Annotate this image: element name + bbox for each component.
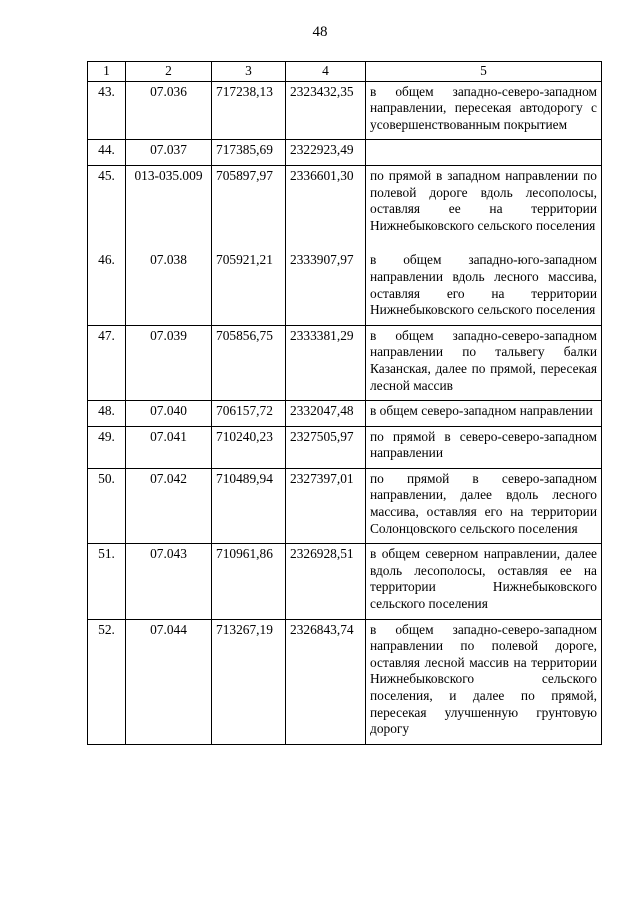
table-row (88, 401, 602, 427)
y-coordinate: 2336601,30 (286, 165, 366, 250)
y-coordinate: 2326843,74 (286, 619, 366, 744)
row-number: 48. (88, 401, 126, 427)
table-header-row (88, 62, 602, 82)
point-id: 013-035.009 (126, 165, 212, 250)
column-header: 1 (88, 62, 126, 82)
column-header: 4 (286, 62, 366, 82)
table-row (88, 426, 602, 468)
row-number: 43. (88, 81, 126, 140)
boundary-description: в общем западно-юго-западном направлении вдоль лесного массива, оставляя его на территории Нижнебыковского сельского поселения (366, 250, 602, 325)
point-id: 07.036 (126, 81, 212, 140)
page-number: 48 (312, 24, 328, 40)
x-coordinate: 706157,72 (212, 401, 286, 427)
point-id: 07.038 (126, 250, 212, 325)
x-coordinate: 705897,97 (212, 165, 286, 250)
row-number: 50. (88, 468, 126, 543)
boundary-description: по прямой в северо-северо-западном направлении (366, 426, 602, 468)
point-id: 07.042 (126, 468, 212, 543)
boundary-description: в общем северо-западном направлении (366, 401, 602, 427)
row-number: 47. (88, 325, 126, 400)
point-id: 07.037 (126, 140, 212, 166)
x-coordinate: 710240,23 (212, 426, 286, 468)
x-coordinate: 717385,69 (212, 140, 286, 166)
y-coordinate: 2327505,97 (286, 426, 366, 468)
x-coordinate: 713267,19 (212, 619, 286, 744)
point-id: 07.039 (126, 325, 212, 400)
boundary-points-table (87, 61, 602, 745)
point-id: 07.040 (126, 401, 212, 427)
column-header: 5 (366, 62, 602, 82)
boundary-description: по прямой в северо-западном направлении, далее вдоль лесного массива, оставляя его на территории Солонцовского сельского поселения (366, 468, 602, 543)
boundary-description: в общем западно-северо-западном направлении по полевой дороге, оставляя лесной массив на территории Нижнебыковского сельского поселения, и далее по прямой, пересекая улучшенную грунтовую дорогу (366, 619, 602, 744)
boundary-description: в общем северном направлении, далее вдоль лесополосы, оставляя ее на территории Нижнебыковского сельского поселения (366, 544, 602, 619)
y-coordinate: 2333381,29 (286, 325, 366, 400)
point-id: 07.041 (126, 426, 212, 468)
column-header: 2 (126, 62, 212, 82)
point-id: 07.043 (126, 544, 212, 619)
column-header: 3 (212, 62, 286, 82)
row-number: 52. (88, 619, 126, 744)
y-coordinate: 2332047,48 (286, 401, 366, 427)
y-coordinate: 2322923,49 (286, 140, 366, 166)
y-coordinate: 2327397,01 (286, 468, 366, 543)
x-coordinate: 717238,13 (212, 81, 286, 140)
table-row (88, 468, 602, 543)
x-coordinate: 710489,94 (212, 468, 286, 543)
table-row (88, 140, 602, 166)
boundary-description: по прямой в западном направлении по полевой дороге вдоль лесополосы, оставляя ее на территории Нижнебыковского сельского поселения (366, 165, 602, 250)
boundary-description: в общем западно-северо-западном направлении, пересекая автодорогу с усовершенствованным покрытием (366, 81, 602, 140)
table-row (88, 325, 602, 400)
boundary-description (366, 140, 602, 166)
table-row (88, 250, 602, 325)
table-row (88, 165, 602, 250)
row-number: 51. (88, 544, 126, 619)
row-number: 46. (88, 250, 126, 325)
x-coordinate: 705856,75 (212, 325, 286, 400)
x-coordinate: 710961,86 (212, 544, 286, 619)
table-row (88, 81, 602, 140)
y-coordinate: 2326928,51 (286, 544, 366, 619)
y-coordinate: 2323432,35 (286, 81, 366, 140)
row-number: 49. (88, 426, 126, 468)
table-row (88, 619, 602, 744)
y-coordinate: 2333907,97 (286, 250, 366, 325)
point-id: 07.044 (126, 619, 212, 744)
table-row (88, 544, 602, 619)
x-coordinate: 705921,21 (212, 250, 286, 325)
row-number: 45. (88, 165, 126, 250)
boundary-description: в общем западно-северо-западном направлении по тальвегу балки Казанская, далее по прямой, пересекая лесной массив (366, 325, 602, 400)
row-number: 44. (88, 140, 126, 166)
